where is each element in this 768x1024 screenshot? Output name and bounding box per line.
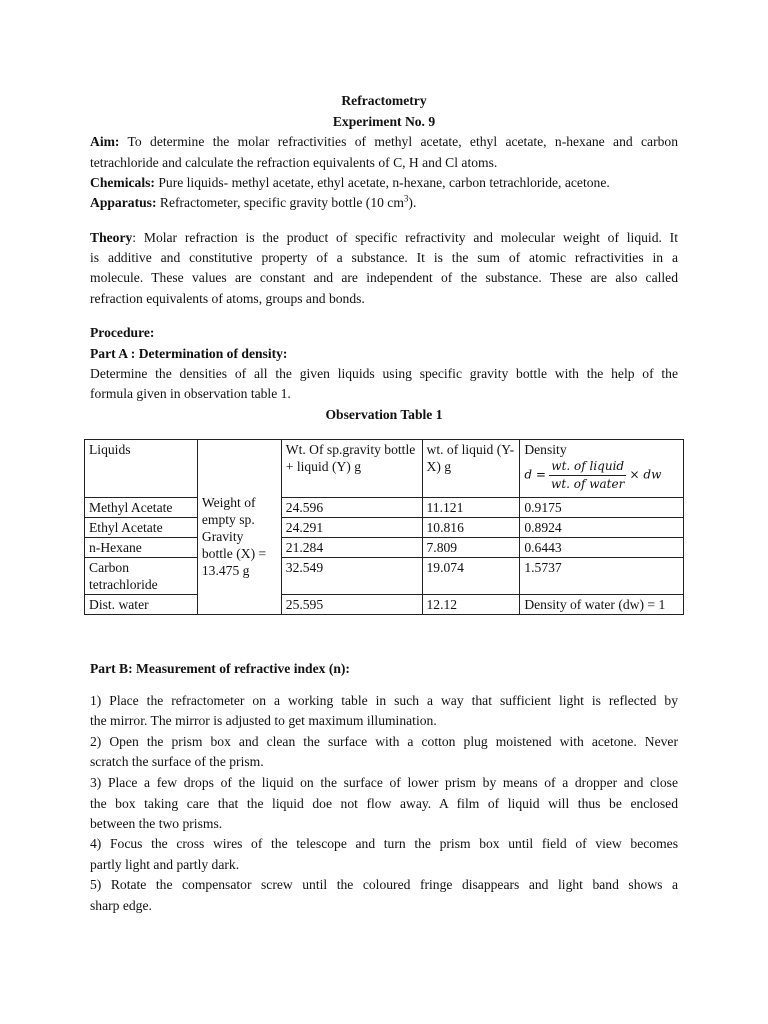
part-b-line: scratch the surface of the prism. — [90, 754, 264, 769]
experiment-number: Experiment No. 9 — [332, 114, 436, 129]
row-yx: 12.12 — [422, 595, 520, 615]
apparatus-end: ). — [408, 195, 417, 210]
row-density: Density of water (dw) = 1 — [520, 595, 684, 615]
theory-label: Theory — [90, 230, 133, 245]
part-a-line-2: formula given in observation table 1. — [90, 386, 291, 401]
apparatus-sup: 3 — [403, 193, 409, 204]
density-formula — [524, 458, 679, 493]
document-title: Refractometry — [341, 93, 427, 108]
table-row — [85, 518, 684, 538]
row-y: 24.596 — [281, 498, 422, 518]
part-b-line: 1) Place the refractometer on a working table in such a way that sufficient light is reflected by — [90, 693, 678, 708]
theory-line-4: refraction equivalents of atoms, groups and bonds. — [90, 291, 365, 306]
row-y: 24.291 — [281, 518, 422, 538]
table-row — [85, 595, 684, 615]
part-b-line: 2) Open the prism box and clean the surface with a cotton plug moistened with acetone. Never — [90, 734, 678, 749]
chemicals-label: Chemicals: — [90, 175, 155, 190]
part-b-line: 3) Place a few drops of the liquid on the surface of lower prism by means of a dropper and close — [90, 775, 678, 790]
row-yx: 10.816 — [422, 518, 520, 538]
header-liquids: Liquids — [85, 440, 198, 498]
row-y: 21.284 — [281, 538, 422, 558]
aim-line-1 — [90, 134, 678, 150]
part-b-line: between the two prisms. — [90, 816, 223, 831]
aim-label: Aim: — [90, 134, 120, 149]
row-yx: 11.121 — [422, 498, 520, 518]
formula-rhs: × dw — [629, 467, 662, 482]
row-liquid: Methyl Acetate — [85, 498, 198, 518]
chemicals-text: Pure liquids- methyl acetate, ethyl acetate, n-hexane, carbon tetrachloride, acetone. — [158, 175, 610, 190]
row-liquid: n-Hexane — [85, 538, 198, 558]
formula-fraction — [549, 458, 626, 493]
row-density: 1.5737 — [520, 558, 684, 595]
apparatus-label: Apparatus: — [90, 195, 157, 210]
theory-line-1 — [90, 230, 678, 246]
part-b-line: sharp edge. — [90, 898, 152, 913]
procedure-heading: Procedure: — [90, 325, 155, 340]
row-density: 0.8924 — [520, 518, 684, 538]
part-a-heading: Part A : Determination of density: — [90, 346, 288, 361]
row-yx: 19.074 — [422, 558, 520, 595]
apparatus-line — [90, 195, 678, 211]
apparatus-text: Refractometer, specific gravity bottle (10 cm — [159, 195, 404, 210]
part-b-line: the mirror. The mirror is adjusted to get maximum illumination. — [90, 713, 437, 728]
row-density: 0.9175 — [520, 498, 684, 518]
row-y: 25.595 — [281, 595, 422, 615]
part-a-line-1: Determine the densities of all the given liquids using specific gravity bottle with the help of the — [90, 366, 678, 381]
observation-table — [84, 439, 684, 615]
theory-line-2: is additive and constitutive property of a substance. It is the sum of atomic refractivities in a — [90, 250, 678, 265]
row-yx: 7.809 — [422, 538, 520, 558]
part-b-line: the box taking care that the liquid doe not flow away. A film of liquid will thus be enclosed — [90, 796, 678, 811]
header-wt-bottle-liquid: Wt. Of sp.gravity bottle + liquid (Y) g — [281, 440, 422, 498]
row-liquid: Ethyl Acetate — [85, 518, 198, 538]
table-row — [85, 558, 684, 595]
theory-line-3: molecule. These values are constant and are independent of the substance. These are also called — [90, 270, 678, 285]
formula-numerator: wt. of liquid — [549, 458, 626, 476]
formula-lhs: d = — [524, 467, 546, 482]
row-liquid: Carbon tetrachloride — [85, 558, 198, 595]
theory-text-1: : Molar refraction is the product of specific refractivity and molecular weight of liquid. It — [132, 230, 678, 245]
aim-line-2: tetrachloride and calculate the refraction equivalents of C, H and Cl atoms. — [90, 155, 498, 170]
empty-bottle-weight: Weight of empty sp. Gravity bottle (X) = 13.475 g — [197, 440, 281, 615]
part-b-line: 5) Rotate the compensator screw until the coloured fringe disappears and light band shows a — [90, 877, 678, 892]
table-row — [85, 538, 684, 558]
part-b-line: 4) Focus the cross wires of the telescope and turn the prism box until field of view becomes — [90, 836, 678, 851]
part-b-heading: Part B: Measurement of refractive index (n): — [90, 661, 350, 676]
chemicals-line — [90, 175, 678, 191]
part-b-line: partly light and partly dark. — [90, 857, 240, 872]
header-density — [520, 440, 684, 498]
density-label: Density — [524, 442, 567, 457]
row-liquid: Dist. water — [85, 595, 198, 615]
aim-text: To determine the molar refractivities of methyl acetate, ethyl acetate, n-hexane and carbon — [127, 134, 678, 149]
row-y: 32.549 — [281, 558, 422, 595]
table-row — [85, 498, 684, 518]
formula-denominator: wt. of water — [551, 477, 625, 491]
row-density: 0.6443 — [520, 538, 684, 558]
table-header-row — [85, 440, 684, 498]
table-title: Observation Table 1 — [325, 407, 443, 422]
header-wt-liquid: wt. of liquid (Y-X) g — [422, 440, 520, 498]
